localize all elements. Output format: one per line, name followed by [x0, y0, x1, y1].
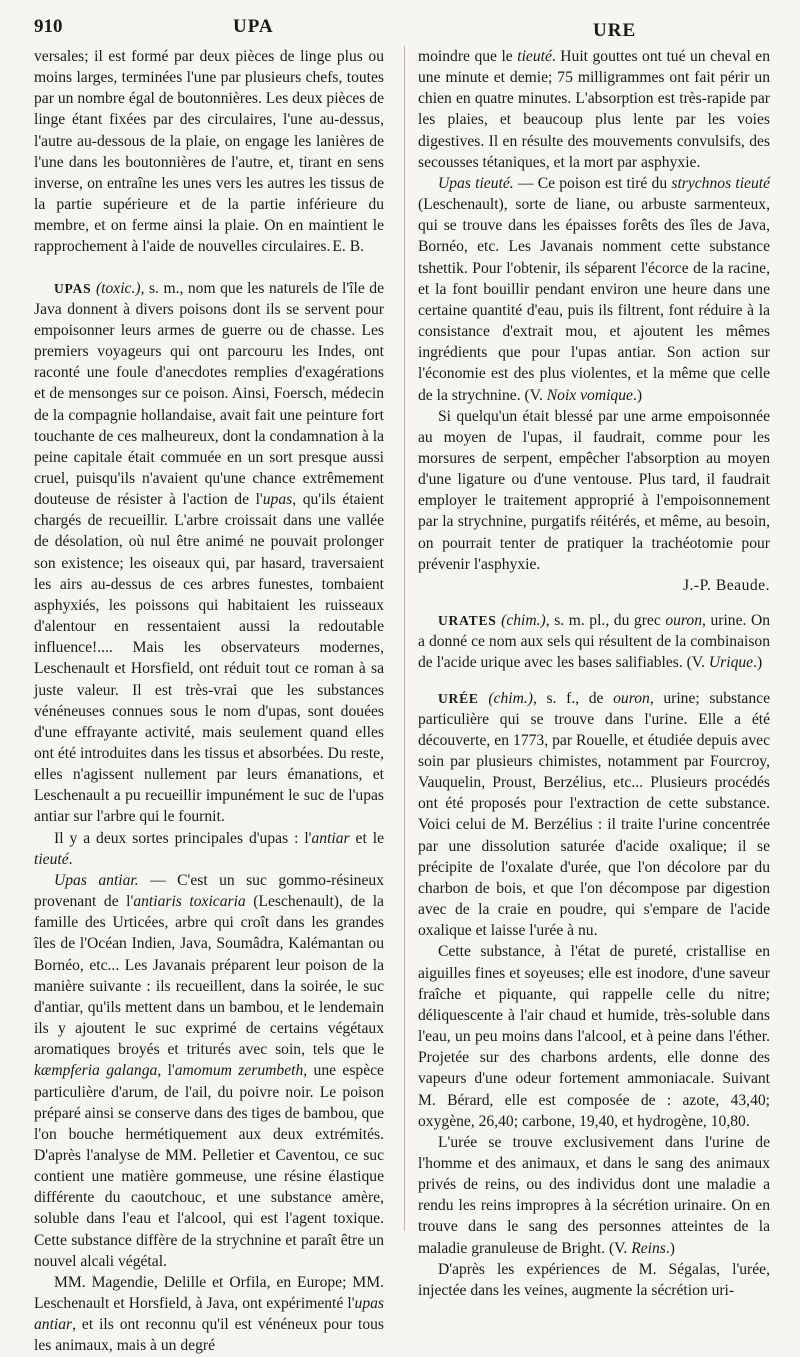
entry-urates: URATES (chim.), s. m. pl., du grec ouron, urine. On a donné ce nom aux sels qui résultent de la combinaison de l'acide urique avec les bases salifiables. (V. Urique.) — [418, 612, 770, 672]
headword-urates: URATES — [438, 613, 497, 629]
entry-gap — [418, 674, 770, 688]
paragraph-two-kinds: Il y a deux sortes principales d'upas : l'antiar et le tieuté. — [34, 829, 385, 868]
author-signature-beaude: J.-P. Beaude. — [682, 576, 770, 594]
column-divider — [404, 46, 405, 1231]
running-head-right: URE — [593, 20, 637, 41]
headword-uree: URÉE — [438, 690, 479, 706]
entry-gap — [34, 258, 384, 278]
continued-paragraph-right: moindre que le tieuté. Huit gouttes ont tué un cheval en une minute et demie; 75 milligrammes ont fait périr un chien en quatre minutes. L'absorption est très-rapide par les plaies, et beaucoup plus lente par les voies digestives. Il en résulte des mouvements convulsifs, des secousses tétaniques, et la mort par asphyxie. — [418, 48, 770, 171]
headword-upas: UPAS — [54, 280, 92, 296]
entry-gap — [418, 596, 770, 610]
running-header — [28, 16, 776, 44]
category-label: (chim.) — [501, 612, 546, 630]
subheading-upas-tieute: Upas tieuté. — [438, 174, 514, 192]
author-signature: E. B. — [332, 238, 364, 256]
continued-paragraph: versales; il est formé par deux pièces de linge plus ou moins larges, terminées l'une par plusieurs chefs, toutes par un nombre égal de boutonnières. Les deux pièces de linge étant fixées par des circulaires, l'une au-dessus, l'autre au-dessous de la plaie, on engage les lanières de l'une dans les boutonnières de l'autre, et, tirant en sens inverse, on entraîne les unes vers les autres les tissus de la partie supérieure et de la partie inférieure du membre, et on ferme ainsi la plaie. On en maintient le rapprochement à l'aide de nouvelles circulaires. E. B. — [34, 46, 384, 258]
paragraph-properties: Cette substance, à l'état de pureté, cristallise en aiguilles fines et soyeuses; elle est inodore, d'une saveur fraîche et piquante, qui rappelle celle du nitre; déliquescente à l'air chaud et humide, très-soluble dans l'eau, un peu moins dans l'alcool, et à peine dans l'éther. Projetée sur des charbons ardents, elle donne des vapeurs d'une odeur fortement ammoniacale. Suivant M. Bérard, elle est composée de : azote, 43,40; oxygène, 26,40; carbone, 19,40, et hydrogène, 10,80. — [418, 943, 770, 1130]
paragraph-occurrence: L'urée se trouve exclusivement dans l'urine de l'homme et des animaux, et dans le sang des animaux privés de reins, ou des individus dont une maladie a rendu les reins impropres à la sécrétion urinaire. On en trouve dans le sang des personnes atteintes de la maladie granuleuse de Bright. (V. Reins.) — [418, 1133, 770, 1257]
category-label: (toxic.) — [95, 279, 141, 297]
category-label: (chim.) — [488, 689, 533, 707]
subheading-upas-antiar: Upas antiar. — [54, 871, 139, 889]
paragraph-upas-antiar: Upas antiar. — C'est un suc gommo-résineux provenant de l'antiaris toxicaria (Leschenault), de la famille des Urticées, arbre qui croît dans les grandes îles de l'Océan Indien, Java, Soumâdra, Kalémantan ou Bornéo, etc... Les Javanais préparent leur poison de la manière suivante : ils recueillent, dans la soirée, le suc d'antiar, qu'ils mettent dans un bambou, et le lendemain ils y ajoutent le suc exprimé de certains végétaux aromatiques broyés et triturés avec soin, tels que le kæmpferia galanga, l'amomum zerumbeth, une espèce particulière d'arum, de l'ail, du poivre noir. Le poison préparé ainsi se conserve dans des tiges de bambou, que l'on bouche hermétiquement aux deux extrémités. D'après l'analyse de MM. Pelletier et Caventou, ce suc contient une matière gommeuse, une résine élastique différente du caoutchouc, et une substance amère, soluble dans l'eau et l'alcool, qui est l'agent toxique. Cette substance diffère de la strychnine et paraît être un nouvel alcali végétal. — [34, 871, 384, 1270]
page-number: 910 — [34, 16, 63, 37]
paragraph-experiments: MM. Magendie, Delille et Orfila, en Europe; MM. Leschenault et Horsfield, à Java, ont expérimenté l'upas antiar, et ils ont reconnu qu'il est vénéneux pour tous les animaux, mais à un degré — [34, 1273, 384, 1355]
running-head-left: UPA — [233, 16, 274, 37]
paragraph-segalas: D'après les expériences de M. Ségalas, l'urée, injectée dans les veines, augmente la sécrétion uri- — [418, 1260, 770, 1299]
entry-upas: UPAS (toxic.), s. m., nom que les naturels de l'île de Java donnent à divers poisons dont ils se servent pour empoisonner leurs armes de guerre ou de chasse. Les premiers voyageurs qui ont parcouru les Indes, ont raconté une foule d'anecdotes remplies d'exagérations et de mensonges sur ce poison. Ainsi, Foersch, médecin de la compagnie hollandaise, avait fait une peinture fort touchante de ces malheureux, dont la condamnation à la peine capitale était commuée en un sort presque aussi cruel, puisqu'ils n'avaient qu'une chance extrêmement douteuse de résister à l'action de l'upas, qu'ils étaient chargés de recueillir. L'arbre croissait dans une vallée de désolation, où nul être animé ne pouvait prolonger son existence; les oiseaux qui, par hasard, traversaient les airs au-dessus de ces arbres funestes, tombaient asphyxiés, les poissons qui habitaient les ruisseaux d'alentour en ressentaient aussi la redoutable influence!.... Mais les observateurs modernes, Leschenault et Horsfield, ont réduit tout ce roman à sa juste valeur. Il est très-vrai que les substances vénéneuses connues sous le nom d'upas, sont douées d'une effrayante activité, mais seulement quand elles ont été introduites dans les tissus et absorbées. Du reste, elles n'agissent nullement par leurs émanations, et Leschenault a pu recueillir impunément le suc de l'upas antiar sur l'arbre qui le fournit. — [34, 279, 384, 826]
paragraph-upas-tieute: Upas tieuté. — Ce poison est tiré du strychnos tieuté (Leschenault), sorte de liane, ou arbuste sarmenteux, qui se trouve dans les épaisses forêts des îles de Java, Bornéo, etc. Les Javanais nomment cette substance tshettik. Pour l'obtenir, ils séparent l'écorce de la racine, et la font bouillir pendant environ une heure dans une certaine quantité d'eau, puis ils filtrent, font réduire à la consistance d'extrait mou, et ajoutent les mêmes ingrédients que pour l'upas antiar. Son action sur l'économie est des plus violentes, et la même que celle de la strychnine. (V. Noix vomique.) — [418, 174, 770, 404]
right-column — [418, 46, 770, 1301]
left-column — [34, 46, 384, 1357]
entry-uree: URÉE (chim.), s. f., de ouron, urine; substance particulière qui se trouve dans l'urine. Elle a été découverte, en 1773, par Rouelle, et étudiée depuis avec soin par plusieurs chimistes, notamment par Fourcroy, Vauquelin, Proust, Berzélius, etc... Plusieurs procédés ont été proposés pour l'extraction de cette substance. Voici celui de M. Berzélius : il traite l'urine concentrée par une dissolution saturée d'acide oxalique; il se précipite de l'oxalate d'urée, que l'on décolore par du charbon de bois, et que l'on décompose par digestion avec de la craie en poudre, qui s'empare de l'acide oxalique et laisse l'urée à nu. — [418, 689, 770, 940]
paragraph-treatment: Si quelqu'un était blessé par une arme empoisonnée au moyen de l'upas, il faudrait, comme pour les morsures de serpent, empêcher l'absorption au moyen d'une ligature ou d'une ventouse. Plus tard, il faudrait employer le traitement approprié à l'empoisonnement par la strychnine, purgatifs réitérés, et même, au besoin, on pourrait tenter de pratiquer la trachéotomie pour prévenir l'asphyxie. — [418, 407, 770, 573]
